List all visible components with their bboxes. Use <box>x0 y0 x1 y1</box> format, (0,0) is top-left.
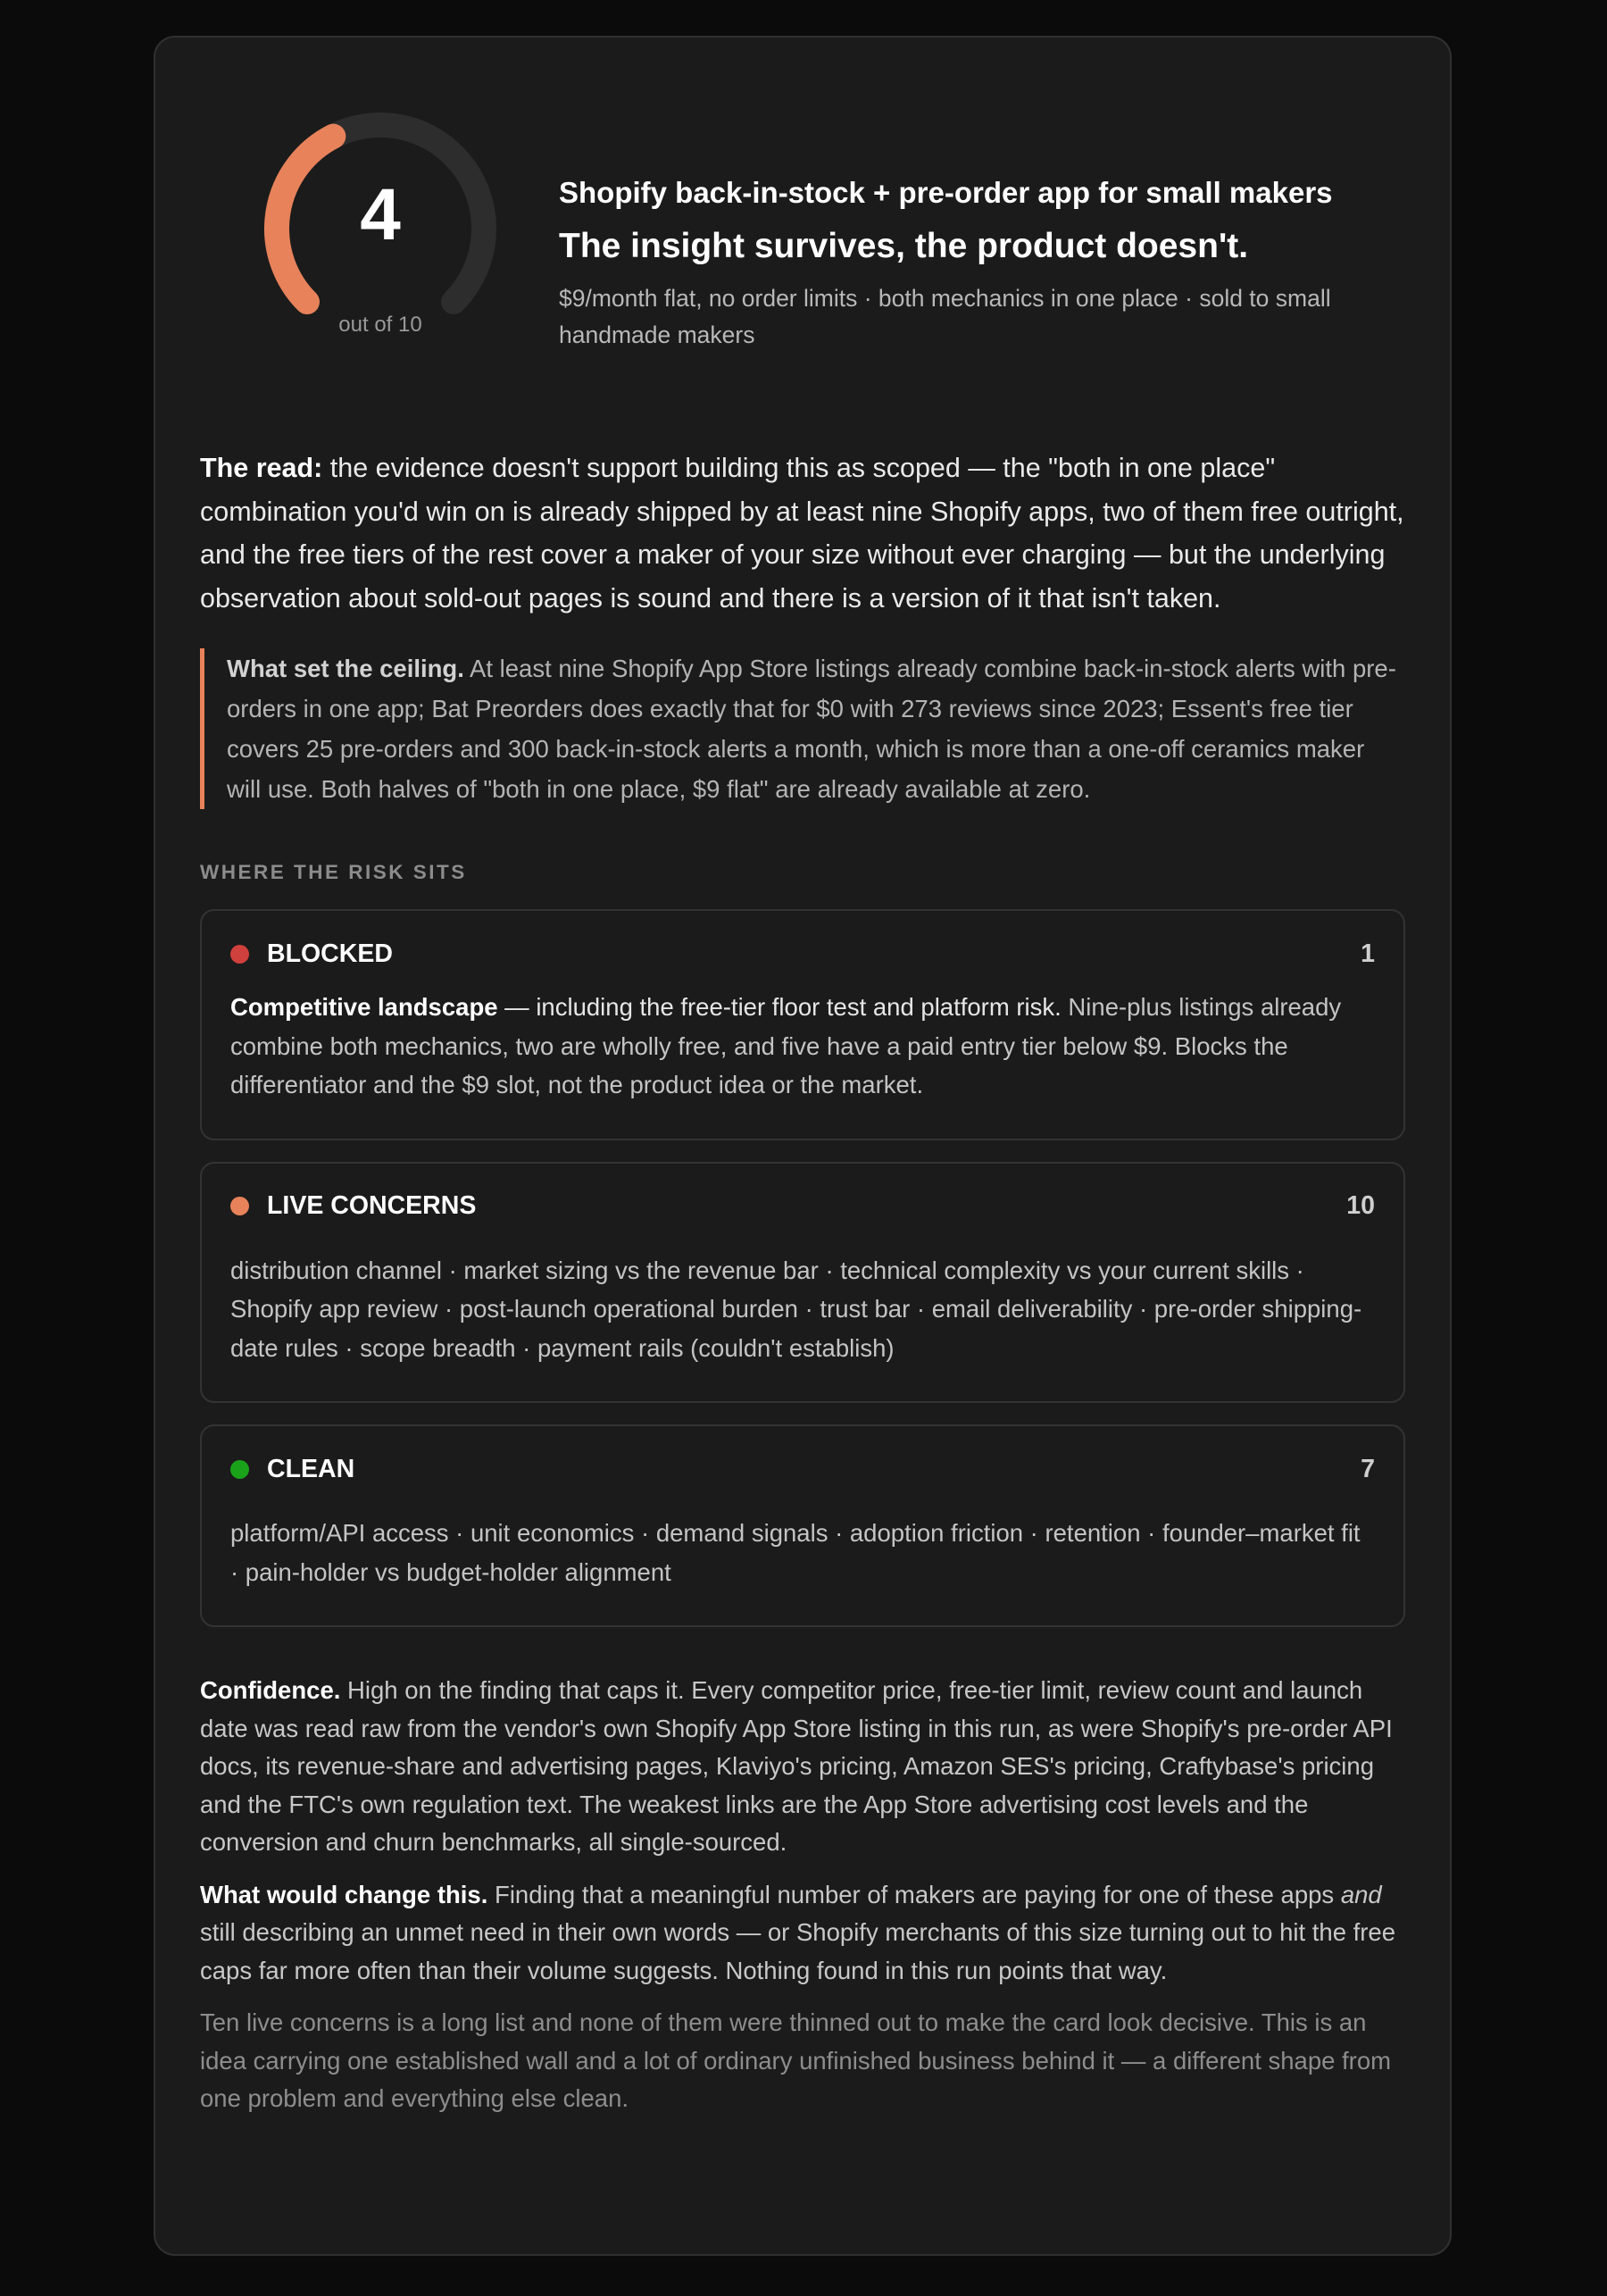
change-emphasis: and <box>1340 1880 1382 1908</box>
live-status-dot <box>230 1197 249 1215</box>
verdict-headline: The insight survives, the product doesn't. <box>559 227 1249 265</box>
ceiling-text: At least nine Shopify App Store listings already combine back-in-stock alerts with pre-orders in one app; Bat Preorders does exactly that for $0 with 273 reviews since 2023; Essent's free tier covers 25 pre-orders and 300 back-in-stock alerts a month, which is more than a one-off ceramics maker will use. Both halves of "both in one place, $9 flat" are already available at zero. <box>227 655 1396 803</box>
change-label: What would change this. <box>200 1880 488 1908</box>
score-value: 4 <box>360 174 401 255</box>
blocked-title: BLOCKED <box>267 939 393 968</box>
the-read-paragraph <box>200 447 1405 620</box>
change-text-after: still describing an unmet need in their own words — or Shopify merchants of this size turning out to hit the free caps far more often than their volume suggests. Nothing found in this run points that way. <box>200 1918 1396 1984</box>
change-text-before: Finding that a meaningful number of makers are paying for one of these apps <box>487 1880 1341 1908</box>
what-would-change-paragraph <box>200 1876 1405 1991</box>
risk-box-clean-header <box>230 1453 1375 1485</box>
idea-title: Shopify back-in-stock + pre-order app for small makers <box>559 176 1333 209</box>
blocked-detail <box>230 988 1375 1105</box>
risk-section-label: WHERE THE RISK SITS <box>200 861 467 883</box>
confidence-paragraph <box>200 1672 1405 1862</box>
score-out-of: out of 10 <box>338 313 422 337</box>
ceiling-label: What set the ceiling. <box>227 655 464 682</box>
risk-box-blocked <box>200 909 1405 1140</box>
footnote-paragraph: Ten live concerns is a long list and none of them were thinned out to make the card look decisive. This is an idea carrying one established wall and a lot of ordinary unfinished business behind it — a different shape from one problem and everything else clean. <box>200 2008 1392 2112</box>
idea-summary: $9/month flat, no order limits · both mechanics in one place · sold to small handmade makers <box>559 285 1331 348</box>
card-header <box>200 38 1405 368</box>
risk-box-blocked-header <box>230 938 1375 970</box>
blocked-count: 1 <box>1361 939 1375 968</box>
clean-status-dot <box>230 1460 249 1479</box>
clean-list: platform/API access · unit economics · demand signals · adoption friction · retention · founder–market fit · pain-holder vs budget-holder alignment <box>230 1519 1361 1586</box>
live-concerns-title: LIVE CONCERNS <box>267 1191 477 1220</box>
risk-box-clean <box>200 1424 1405 1627</box>
confidence-text: High on the finding that caps it. Every competitor price, free-tier limit, review count and launch date was read raw from the vendor's own Shopify App Store listing in this run, as were Shopify's pre-order API docs, its revenue-share and advertising pages, Klaviyo's pricing, Amazon SES's pricing, Craftybase's pricing and the FTC's own regulation text. The weakest links are the App Store advertising cost levels and the conversion and churn benchmarks, all single-sourced. <box>200 1676 1393 1856</box>
assessment-card <box>154 36 1452 2256</box>
blocked-status-dot <box>230 945 249 964</box>
score-gauge <box>255 104 505 354</box>
blocked-item-title: Competitive landscape <box>230 993 498 1021</box>
confidence-label: Confidence. <box>200 1676 341 1704</box>
the-read-text: the evidence doesn't support building this as scoped — the "both in one place" combination you'd win on is already shipped by at least nine Shopify apps, two of them free outright, and the free tiers of the rest cover a maker of your size without ever charging — but the underlying observation about sold-out pages is sound and there is a version of it that isn't taken. <box>200 453 1404 614</box>
ceiling-callout <box>200 648 1405 809</box>
live-concerns-list: distribution channel · market sizing vs the revenue bar · technical complexity vs your current skills · Shopify app review · post-launch operational burden · trust bar · email deliverability · pre-order shipping-date rules · scope breadth · payment rails (couldn't establish) <box>230 1256 1362 1362</box>
risk-box-live-header <box>230 1190 1375 1223</box>
clean-title: CLEAN <box>267 1454 355 1483</box>
the-read-label: The read: <box>200 453 323 483</box>
blocked-item-text: Nine-plus listings already combine both mechanics, two are wholly free, and five have a paid entry tier below $9. Blocks the differentiator and the $9 slot, not the product idea or the market. <box>230 993 1342 1098</box>
live-concerns-count: 10 <box>1346 1191 1375 1220</box>
blocked-item-lead: — including the free-tier floor test and platform risk. <box>497 993 1062 1021</box>
risk-box-live-concerns <box>200 1162 1405 1404</box>
header-text <box>559 173 1416 354</box>
clean-count: 7 <box>1361 1454 1375 1483</box>
